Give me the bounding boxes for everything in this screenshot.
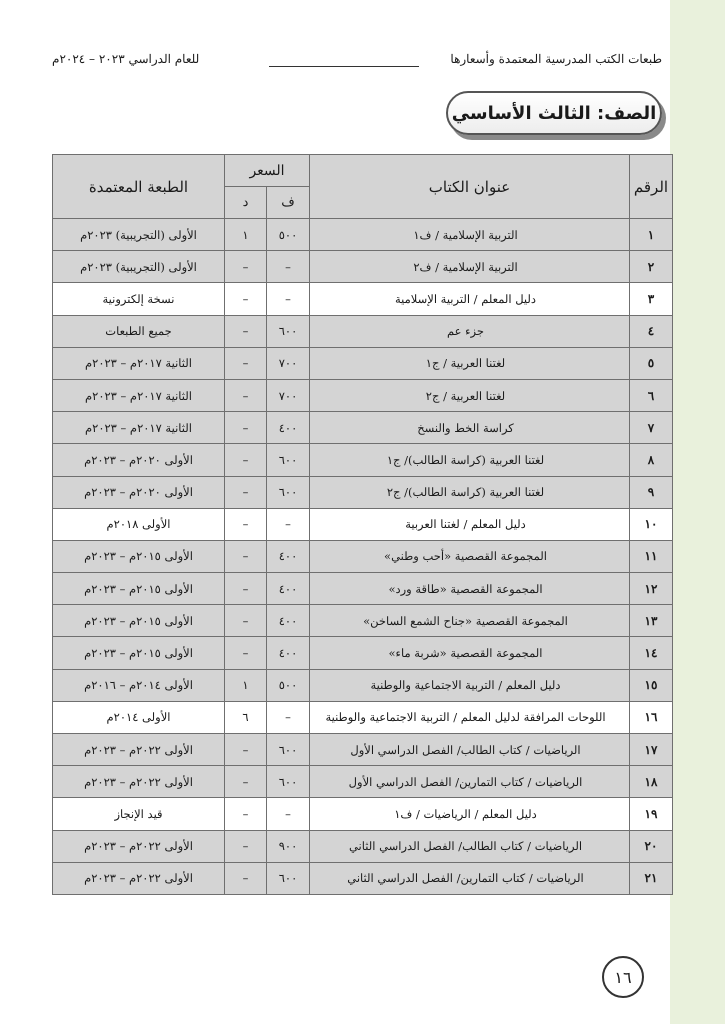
price-dinar: ١: [225, 219, 267, 251]
book-title: التربية الإسلامية / ف٢: [310, 251, 630, 283]
price-dinar: –: [225, 444, 267, 476]
page-number-text: ١٦: [614, 967, 632, 987]
price-dinar: ١: [225, 669, 267, 701]
approved-edition: الأولى ٢٠١٤م – ٢٠١٦م: [53, 669, 225, 701]
price-fils: ٤٠٠: [267, 540, 310, 572]
price-fils: ٦٠٠: [267, 766, 310, 798]
book-title: الرياضيات / كتاب التمارين/ الفصل الدراسي الأول: [310, 766, 630, 798]
running-header: [52, 52, 662, 72]
approved-edition: الأولى ٢٠١٥م – ٢٠٢٣م: [53, 540, 225, 572]
book-title: دليل المعلم / التربية الإسلامية: [310, 283, 630, 315]
table-row: [53, 219, 673, 251]
table-row: [53, 701, 673, 733]
table-row: [53, 605, 673, 637]
books-table-body: [53, 219, 673, 895]
price-dinar: ٦: [225, 701, 267, 733]
price-fils: ٤٠٠: [267, 637, 310, 669]
book-title: المجموعة القصصية «شربة ماء»: [310, 637, 630, 669]
approved-edition: جميع الطبعات: [53, 315, 225, 347]
table-row: [53, 412, 673, 444]
book-title: لغتنا العربية / ج١: [310, 347, 630, 379]
price-fils: ٧٠٠: [267, 347, 310, 379]
approved-edition: الأولى (التجريبية) ٢٠٢٣م: [53, 251, 225, 283]
book-title: الرياضيات / كتاب الطالب/ الفصل الدراسي الثاني: [310, 830, 630, 862]
table-row: [53, 379, 673, 411]
book-title: الرياضيات / كتاب التمارين/ الفصل الدراسي الثاني: [310, 862, 630, 894]
price-dinar: –: [225, 605, 267, 637]
table-row: [53, 315, 673, 347]
approved-edition: الثانية ٢٠١٧م – ٢٠٢٣م: [53, 412, 225, 444]
table-row: [53, 669, 673, 701]
price-fils: ٤٠٠: [267, 573, 310, 605]
table-row: [53, 573, 673, 605]
approved-edition: الثانية ٢٠١٧م – ٢٠٢٣م: [53, 347, 225, 379]
header-title: طبعات الكتب المدرسية المعتمدة وأسعارها: [450, 52, 662, 66]
book-title: المجموعة القصصية «طاقة ورد»: [310, 573, 630, 605]
page-number: [602, 956, 644, 998]
price-dinar: –: [225, 412, 267, 444]
price-dinar: –: [225, 476, 267, 508]
price-dinar: –: [225, 734, 267, 766]
book-title: دليل المعلم / التربية الاجتماعية والوطنية: [310, 669, 630, 701]
price-dinar: –: [225, 508, 267, 540]
price-dinar: –: [225, 347, 267, 379]
price-dinar: –: [225, 637, 267, 669]
row-number: ١٥: [630, 669, 673, 701]
table-row: [53, 476, 673, 508]
price-fils: –: [267, 283, 310, 315]
table-row: [53, 637, 673, 669]
table-row: [53, 347, 673, 379]
approved-edition: الأولى ٢٠١٨م: [53, 508, 225, 540]
header-title: عنوان الكتاب: [310, 155, 630, 219]
book-title: لغتنا العربية (كراسة الطالب)/ ج٢: [310, 476, 630, 508]
book-title: المجموعة القصصية «أحب وطني»: [310, 540, 630, 572]
row-number: ١٢: [630, 573, 673, 605]
price-dinar: –: [225, 540, 267, 572]
books-table: [52, 154, 673, 895]
grade-title: الصف: الثالث الأساسي: [451, 102, 657, 124]
table-row: [53, 798, 673, 830]
book-title: اللوحات المرافقة لدليل المعلم / التربية الاجتماعية والوطنية: [310, 701, 630, 733]
side-color-strip: [670, 0, 725, 1024]
price-fils: –: [267, 701, 310, 733]
row-number: ١٨: [630, 766, 673, 798]
row-number: ٤: [630, 315, 673, 347]
approved-edition: نسخة إلكترونية: [53, 283, 225, 315]
table-row: [53, 251, 673, 283]
price-fils: –: [267, 251, 310, 283]
table-row: [53, 766, 673, 798]
price-dinar: –: [225, 830, 267, 862]
price-fils: ٤٠٠: [267, 605, 310, 637]
row-number: ٩: [630, 476, 673, 508]
row-number: ١٣: [630, 605, 673, 637]
table-row: [53, 508, 673, 540]
book-title: لغتنا العربية (كراسة الطالب)/ ج١: [310, 444, 630, 476]
price-dinar: –: [225, 283, 267, 315]
row-number: ٣: [630, 283, 673, 315]
table-row: [53, 444, 673, 476]
price-fils: ٧٠٠: [267, 379, 310, 411]
price-dinar: –: [225, 862, 267, 894]
approved-edition: الأولى ٢٠٢٠م – ٢٠٢٣م: [53, 444, 225, 476]
row-number: ١٧: [630, 734, 673, 766]
header-edition: الطبعة المعتمدة: [53, 155, 225, 219]
approved-edition: الأولى ٢٠٢٢م – ٢٠٢٣م: [53, 766, 225, 798]
row-number: ٥: [630, 347, 673, 379]
row-number: ١١: [630, 540, 673, 572]
approved-edition: قيد الإنجاز: [53, 798, 225, 830]
book-title: دليل المعلم / لغتنا العربية: [310, 508, 630, 540]
table-row: [53, 283, 673, 315]
book-title: كراسة الخط والنسخ: [310, 412, 630, 444]
approved-edition: الأولى ٢٠١٥م – ٢٠٢٣م: [53, 637, 225, 669]
approved-edition: الأولى ٢٠١٤م: [53, 701, 225, 733]
row-number: ١٩: [630, 798, 673, 830]
approved-edition: الأولى ٢٠٢٢م – ٢٠٢٣م: [53, 734, 225, 766]
price-dinar: –: [225, 251, 267, 283]
approved-edition: الأولى ٢٠٢٢م – ٢٠٢٣م: [53, 830, 225, 862]
price-dinar: –: [225, 379, 267, 411]
row-number: ١: [630, 219, 673, 251]
header-num: الرقم: [630, 155, 673, 219]
header-dinar: د: [225, 187, 267, 219]
price-dinar: –: [225, 766, 267, 798]
header-fils: ف: [267, 187, 310, 219]
row-number: ١٦: [630, 701, 673, 733]
price-dinar: –: [225, 315, 267, 347]
grade-title-box: [446, 91, 662, 135]
header-year: للعام الدراسي ٢٠٢٣ – ٢٠٢٤م: [52, 52, 200, 66]
price-fils: ٦٠٠: [267, 734, 310, 766]
price-fils: –: [267, 508, 310, 540]
row-number: ١٤: [630, 637, 673, 669]
book-title: دليل المعلم / الرياضيات / ف١: [310, 798, 630, 830]
price-fils: ٦٠٠: [267, 315, 310, 347]
row-number: ٢١: [630, 862, 673, 894]
header-rule: [269, 66, 419, 67]
approved-edition: الأولى (التجريبية) ٢٠٢٣م: [53, 219, 225, 251]
row-number: ٨: [630, 444, 673, 476]
approved-edition: الأولى ٢٠٢٢م – ٢٠٢٣م: [53, 862, 225, 894]
price-fils: –: [267, 798, 310, 830]
row-number: ١٠: [630, 508, 673, 540]
approved-edition: الثانية ٢٠١٧م – ٢٠٢٣م: [53, 379, 225, 411]
approved-edition: الأولى ٢٠١٥م – ٢٠٢٣م: [53, 573, 225, 605]
price-fils: ٦٠٠: [267, 444, 310, 476]
approved-edition: الأولى ٢٠٢٠م – ٢٠٢٣م: [53, 476, 225, 508]
price-fils: ٤٠٠: [267, 412, 310, 444]
price-dinar: –: [225, 798, 267, 830]
book-title: لغتنا العربية / ج٢: [310, 379, 630, 411]
price-fils: ٥٠٠: [267, 669, 310, 701]
table-row: [53, 540, 673, 572]
book-title: جزء عم: [310, 315, 630, 347]
price-fils: ٩٠٠: [267, 830, 310, 862]
book-title: التربية الإسلامية / ف١: [310, 219, 630, 251]
book-title: المجموعة القصصية «جناح الشمع الساخن»: [310, 605, 630, 637]
book-title: الرياضيات / كتاب الطالب/ الفصل الدراسي الأول: [310, 734, 630, 766]
header-price: السعر: [225, 155, 310, 187]
row-number: ٦: [630, 379, 673, 411]
price-fils: ٦٠٠: [267, 862, 310, 894]
price-fils: ٦٠٠: [267, 476, 310, 508]
approved-edition: الأولى ٢٠١٥م – ٢٠٢٣م: [53, 605, 225, 637]
row-number: ٢٠: [630, 830, 673, 862]
table-row: [53, 734, 673, 766]
price-dinar: –: [225, 573, 267, 605]
table-row: [53, 862, 673, 894]
row-number: ٧: [630, 412, 673, 444]
table-row: [53, 830, 673, 862]
row-number: ٢: [630, 251, 673, 283]
price-fils: ٥٠٠: [267, 219, 310, 251]
